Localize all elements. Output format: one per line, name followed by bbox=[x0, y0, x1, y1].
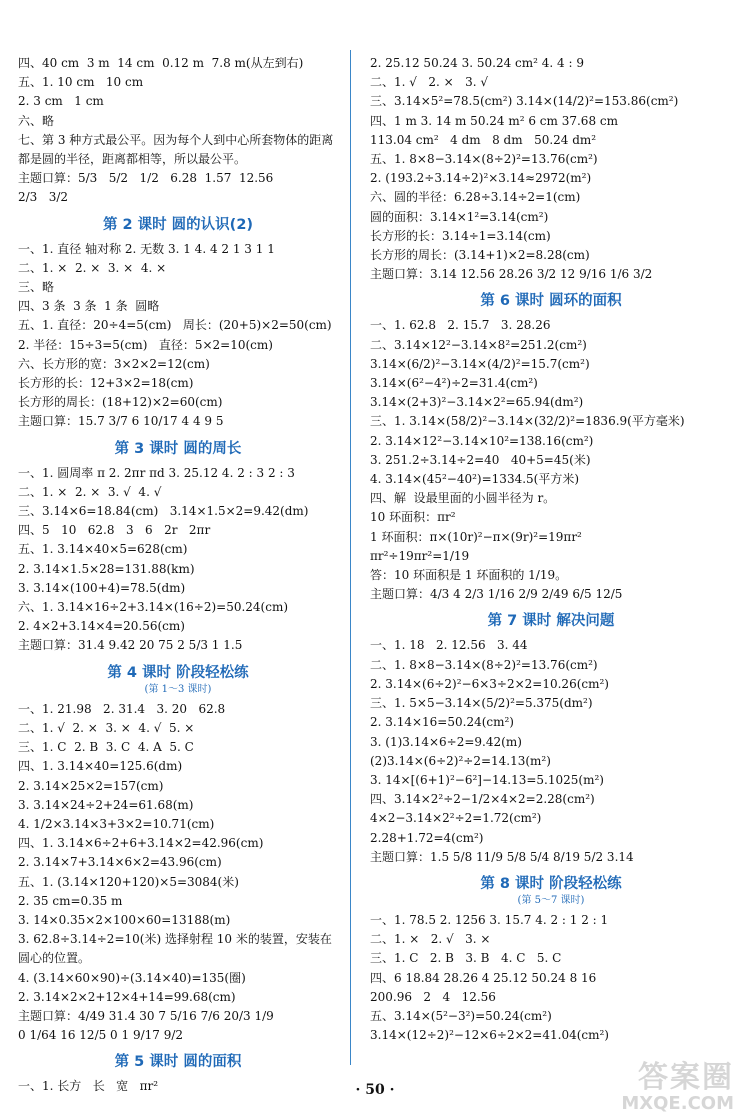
answer-line: 三、3.14×6=18.84(cm) 3.14×1.5×2=9.42(dm) bbox=[18, 504, 309, 519]
column-divider bbox=[350, 50, 351, 1065]
section-title: 第 8 课时 阶段轻松练 bbox=[480, 875, 622, 892]
answer-line: 七、第 3 种方式最公平。因为每个人到中心所套物体的距离都是圆的半径，距离都相等，所以最公平。 bbox=[18, 132, 334, 167]
answer-line: 四、1 m 3. 14 m 50.24 m² 6 cm 37.68 cm bbox=[370, 113, 618, 128]
answer-line: 四、40 cm 3 m 14 cm 0.12 m 7.8 m(从左到右) bbox=[18, 56, 304, 70]
answer-line: 2. 半径：15÷3=5(cm) 直径：5×2=10(cm) bbox=[18, 337, 273, 352]
answer-line: 3. 14×[(6+1)²−6²]−14.13=5.1025(m²) bbox=[370, 772, 604, 787]
answer-line: 五、1. 3.14×40×5=628(cm) bbox=[18, 542, 188, 557]
section-title: 第 7 课时 解决问题 bbox=[487, 613, 615, 630]
answer-line: 2. 3.14×12²−3.14×10²=138.16(cm²) bbox=[370, 433, 594, 448]
answer-line: 主题口算：15.7 3/7 6 10/17 4 4 9 5 bbox=[18, 414, 224, 429]
right-column bbox=[370, 54, 732, 1045]
answer-line: 4. 3.14×(45²−40²)=1334.5(平方米) bbox=[370, 472, 580, 487]
answer-line: 3.14×(12÷2)²−12×6÷2×2=41.04(cm²) bbox=[370, 1028, 609, 1043]
answer-line: 二、1. 8×8−3.14×(8÷2)²=13.76(cm²) bbox=[370, 657, 598, 672]
section-title: 第 5 课时 圆的面积 bbox=[114, 1054, 242, 1071]
answer-line: 四、1. 3.14×40=125.6(dm) bbox=[18, 759, 183, 774]
watermark-logo: 答案圈 bbox=[638, 1060, 734, 1095]
answer-line: 长方形的长：12+3×2=18(cm) bbox=[18, 376, 194, 391]
answer-line: 三、1. C 2. B 3. C 4. A 5. C bbox=[18, 740, 194, 755]
answer-line: 一、1. 62.8 2. 15.7 3. 28.26 bbox=[370, 318, 551, 333]
answer-line: 2. 35 cm=0.35 m bbox=[18, 893, 123, 908]
left-column bbox=[18, 54, 338, 1097]
answer-line: (2)3.14×(6÷2)²÷2=14.13(m²) bbox=[370, 753, 551, 768]
answer-line: 1 环面积：π×(10r)²−π×(9r)²=19πr² bbox=[370, 529, 582, 544]
answer-line: 一、1. 78.5 2. 1256 3. 15.7 4. 2 : 1 2 : 1 bbox=[370, 912, 609, 927]
answer-line: 四、1. 3.14×6÷2+6+3.14×2=42.96(cm) bbox=[18, 836, 264, 851]
answer-line: 长方形的周长：(18+12)×2=60(cm) bbox=[18, 395, 223, 410]
answer-line: 主题口算：4/3 4 2/3 1/16 2/9 2/49 6/5 12/5 bbox=[370, 587, 623, 602]
section-title: 第 4 课时 阶段轻松练 bbox=[107, 664, 249, 681]
watermark bbox=[621, 1062, 734, 1114]
answer-line: 3. 62.8÷3.14÷2=10(米) 选择射程 10 米的装置，安装在圆心的位置。 bbox=[18, 932, 332, 966]
section-title: 第 3 课时 圆的周长 bbox=[114, 440, 242, 457]
answer-line: 主题口算：3.14 12.56 28.26 3/2 12 9/16 1/6 3/2 bbox=[370, 267, 653, 282]
answer-line: 2. 3.14×16=50.24(cm²) bbox=[370, 715, 514, 730]
answer-line: 三、略 bbox=[18, 280, 55, 295]
page-number: · 50 · bbox=[355, 1082, 395, 1098]
answer-line: 3.14×(2+3)²−3.14×2²=65.94(dm²) bbox=[370, 395, 584, 410]
answer-line: 3. 3.14×(100+4)=78.5(dm) bbox=[18, 580, 186, 595]
answer-line: 3. 14×0.35×2×100×60=13188(m) bbox=[18, 912, 231, 927]
answer-line: 三、3.14×5²=78.5(cm²) 3.14×(14/2)²=153.86(cm²) bbox=[370, 94, 679, 109]
answer-line: 长方形的周长：(3.14+1)×2=8.28(cm) bbox=[370, 248, 590, 263]
answer-line: 3. 251.2÷3.14÷2=40 40+5=45(米) bbox=[370, 452, 591, 467]
answer-line: 3.14×(6²−4²)÷2=31.4(cm²) bbox=[370, 376, 538, 391]
answer-line: 主题口算：31.4 9.42 20 75 2 5/3 1 1.5 bbox=[18, 638, 243, 653]
answer-line: 答：10 环面积是 1 环面积的 1/19。 bbox=[370, 568, 568, 583]
answer-line: 一、1. 圆周率 π 2. 2πr πd 3. 25.12 4. 2 : 3 2 : 3 bbox=[18, 465, 295, 480]
answer-line: 六、长方形的宽：3×2×2=12(cm) bbox=[18, 356, 210, 371]
answer-line: 4. 1/2×3.14×3+3×2=10.71(cm) bbox=[18, 816, 215, 831]
section-title: 第 2 课时 圆的认识(2) bbox=[102, 216, 254, 233]
answer-line: 一、1. 21.98 2. 31.4 3. 20 62.8 bbox=[18, 701, 226, 716]
answer-line: 4×2−3.14×2²÷2=1.72(cm²) bbox=[370, 811, 542, 826]
section-subtitle: (第 5～7 课时) bbox=[517, 894, 585, 906]
answer-line: 2. 3.14×2×2+12×4+14=99.68(cm) bbox=[18, 989, 236, 1004]
answer-line: 五、1. 直径：20÷4=5(cm) 周长：(20+5)×2=50(cm) bbox=[18, 318, 332, 333]
answer-line: 主题口算：1.5 5/8 11/9 5/8 5/4 8/19 5/2 3.14 bbox=[370, 849, 634, 864]
answer-line: 2. 3.14×(6÷2)²−6×3÷2×2=10.26(cm²) bbox=[370, 676, 609, 691]
answer-line: 六、圆的半径：6.28÷3.14÷2=1(cm) bbox=[370, 190, 581, 205]
answer-line: 2. 4×2+3.14×4=20.56(cm) bbox=[18, 619, 185, 634]
answer-line: 四、6 18.84 28.26 4 25.12 50.24 8 16 bbox=[370, 970, 597, 985]
answer-line: 113.04 cm² 4 dm 8 dm 50.24 dm² bbox=[370, 132, 597, 147]
answer-line: 圆的面积：3.14×1²=3.14(cm²) bbox=[370, 209, 549, 224]
answer-line: 3. (1)3.14×6÷2=9.42(m) bbox=[370, 734, 522, 749]
answer-line: 四、3.14×2²÷2−1/2×4×2=2.28(cm²) bbox=[370, 792, 595, 807]
answer-line: 3.14×(6/2)²−3.14×(4/2)²=15.7(cm²) bbox=[370, 356, 590, 371]
answer-line: 三、1. 5×5−3.14×(5/2)²=5.375(dm²) bbox=[370, 696, 593, 711]
answer-line: 五、3.14×(5²−3²)=50.24(cm²) bbox=[370, 1008, 552, 1023]
answer-line: 三、1. C 2. B 3. B 4. C 5. C bbox=[370, 951, 562, 966]
answer-line: 一、1. 长方 长 宽 πr² bbox=[18, 1079, 159, 1094]
answer-line: 六、略 bbox=[18, 113, 55, 128]
answer-line: 二、3.14×12²−3.14×8²=251.2(cm²) bbox=[370, 337, 587, 352]
answer-line: 2. 3.14×25×2=157(cm) bbox=[18, 778, 164, 793]
answer-line: 2. 3 cm 1 cm bbox=[18, 94, 104, 109]
answer-line: 一、1. 直径 轴对称 2. 无数 3. 1 4. 4 2 1 3 1 1 bbox=[18, 241, 275, 256]
answer-line: 10 环面积：πr² bbox=[370, 510, 456, 525]
answer-line: 五、1. (3.14×120+120)×5=3084(米) bbox=[18, 874, 239, 889]
answer-line: 主题口算：5/3 5/2 1/2 6.28 1.57 12.56 bbox=[18, 171, 274, 186]
answer-line: 五、1. 8×8−3.14×(8÷2)²=13.76(cm²) bbox=[370, 152, 598, 167]
answer-line: 六、1. 3.14×16÷2+3.14×(16÷2)=50.24(cm) bbox=[18, 600, 289, 615]
answer-line: 二、1. √ 2. × 3. √ bbox=[370, 75, 489, 90]
answer-line: 一、1. 18 2. 12.56 3. 44 bbox=[370, 638, 528, 653]
answer-line: 2/3 3/2 bbox=[18, 190, 69, 205]
answer-line: 2.28+1.72=4(cm²) bbox=[370, 830, 484, 845]
answer-line: 2. 25.12 50.24 3. 50.24 cm² 4. 4 : 9 bbox=[370, 56, 584, 70]
answer-line: 四、5 10 62.8 3 6 2r 2πr bbox=[18, 523, 211, 538]
answer-line: 主题口算：4/49 31.4 30 7 5/16 7/6 20/3 1/9 bbox=[18, 1008, 274, 1023]
answer-line: 二、1. × 2. × 3. × 4. × bbox=[18, 260, 167, 275]
answer-line: 二、1. × 2. √ 3. × bbox=[370, 932, 491, 947]
answer-line: 2. (193.2÷3.14÷2)²×3.14≈2972(m²) bbox=[370, 171, 592, 186]
answer-line: 2. 3.14×1.5×28=131.88(km) bbox=[18, 561, 195, 576]
answer-line: 0 1/64 16 12/5 0 1 9/17 9/2 bbox=[18, 1028, 184, 1043]
answer-line: 3. 3.14×24÷2+24=61.68(m) bbox=[18, 797, 194, 812]
answer-line: πr²÷19πr²=1/19 bbox=[370, 548, 470, 563]
section-subtitle: (第 1～3 课时) bbox=[144, 683, 212, 695]
answer-line: 四、解 设最里面的小圆半径为 r。 bbox=[370, 491, 556, 506]
section-title: 第 6 课时 圆环的面积 bbox=[480, 293, 622, 310]
answer-line: 三、1. 3.14×(58/2)²−3.14×(32/2)²=1836.9(平方毫米) bbox=[370, 414, 685, 429]
answer-line: 长方形的长：3.14÷1=3.14(cm) bbox=[370, 228, 551, 243]
answer-line: 二、1. × 2. × 3. √ 4. √ bbox=[18, 484, 162, 499]
answer-line: 四、3 条 3 条 1 条 圆略 bbox=[18, 299, 160, 314]
answer-line: 二、1. √ 2. × 3. × 4. √ 5. × bbox=[18, 720, 195, 735]
answer-line: 五、1. 10 cm 10 cm bbox=[18, 75, 144, 90]
answer-line: 2. 3.14×7+3.14×6×2=43.96(cm) bbox=[18, 855, 222, 870]
watermark-url: MXQE.COM bbox=[621, 1093, 734, 1114]
answer-line: 4. (3.14×60×90)÷(3.14×40)=135(圈) bbox=[18, 970, 246, 985]
answer-line: 200.96 2 4 12.56 bbox=[370, 989, 496, 1004]
